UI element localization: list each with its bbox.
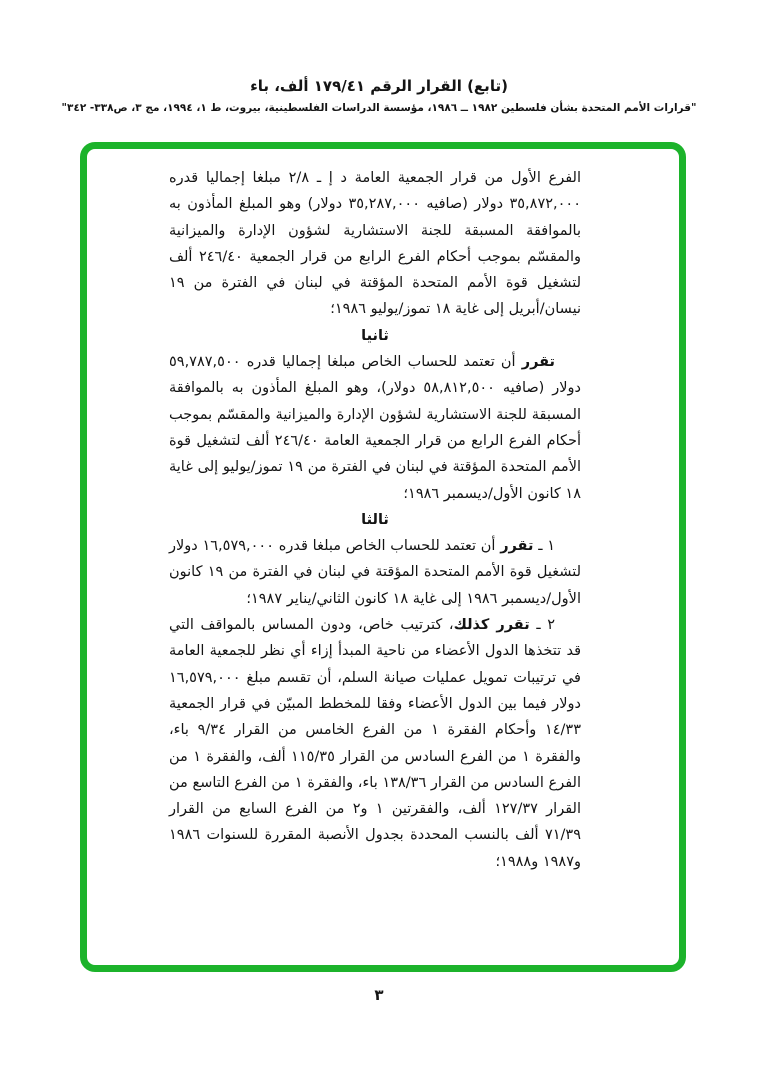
item-number: ١ ـ (533, 538, 555, 555)
item-number: ٢ ـ (529, 617, 555, 634)
operative-word: تقرر (500, 538, 534, 555)
resolution-body (87, 149, 679, 965)
section-heading: ثالثا (361, 511, 389, 528)
operative-word: تقرر (521, 354, 555, 371)
body-paragraph (169, 349, 581, 507)
resolution-title: (تابع) القرار الرقم ١٧٩/٤١ ألف، باء (250, 77, 508, 95)
paragraph-text: الفرع الأول من قرار الجمعية العامة د إ ـ ٢/٨ مبلغا إجماليا قدره ٣٥,٨٧٢,٠٠٠ دولار (صافيه ٣٥,٢٨٧,٠٠٠ دولار) وهو المبلغ المأذون به بالموافقة المسبقة للجنة الاستشارية لشؤون الإدارة والميزانية والمقسّم بموجب أحكام الفرع الرابع من قرار الجمعية ٢٤٦/٤٠ ألف لتشغيل قوة الأمم المتحدة المؤقتة في لبنان في الفترة من ١٩ نيسان/أبريل إلى غاية ١٨ تموز/يوليو ١٩٨٦؛ (169, 170, 581, 318)
paragraph-text: ، كترتيب خاص، ودون المساس بالمواقف التي قد تتخذها الدول الأعضاء من ناحية المبدأ إزاء أي نظر للجمعية العامة في ترتيبات تمويل عمليات صيانة السلم، أن تقسم مبلغ ١٦,٥٧٩,٠٠٠ دولار فيما بين الدول الأعضاء وفقا للمخطط المبيّن في قرار الجمعية ١٤/٣٣ وأحكام الفقرة ١ من الفرع الخامس من القرار ٩/٣٤ باء، والفقرة ١ من الفرع السادس من القرار ١١٥/٣٥ ألف، والفقرة ١ من الفرع السادس من القرار ١٣٨/٣٦ باء، والفقرة ١ من الفرع التاسع من القرار ١٢٧/٣٧ ألف، والفقرتين ١ و٢ من الفرع السابع من القرار ٧١/٣٩ ألف بالنسب المحددة بجدول الأنصبة المقررة للسنوات ١٩٨٦ و١٩٨٧ و١٩٨٨؛ (169, 617, 581, 870)
section-heading: ثانيا (361, 327, 389, 344)
body-paragraph (169, 612, 581, 875)
content-frame (80, 142, 686, 972)
body-paragraph (169, 165, 581, 323)
source-citation: "قرارات الأمم المتحدة بشأن فلسطين ١٩٨٢ ــ ١٩٨٦، مؤسسة الدراسات الفلسطينية، بيروت، ط ١، ١٩٩٤، مج ٣، ص٣٣٨- ٣٤٢" (61, 102, 697, 114)
paragraph-text: أن تعتمد للحساب الخاص مبلغا قدره ١٦,٥٧٩,٠٠٠ دولار لتشغيل قوة الأمم المتحدة المؤقتة في لبنان في الفترة من ١٩ كانون الأول/ديسمبر ١٩٨٦ إلى غاية ١٨ كانون الثاني/يناير ١٩٨٧؛ (169, 538, 581, 607)
operative-word: تقرر كذلك (453, 617, 530, 634)
body-paragraph (169, 533, 581, 612)
page-number: ٣ (374, 986, 384, 1004)
paragraph-text: أن تعتمد للحساب الخاص مبلغا إجماليا قدره ٥٩,٧٨٧,٥٠٠ دولار (صافيه ٥٨,٨١٢,٥٠٠ دولار)، وهو المبلغ المأذون به بالموافقة المسبقة للجنة الاستشارية لشؤون الإدارة والميزانية والمقسّم بموجب أحكام الفرع الرابع من قرار الجمعية العامة ٢٤٦/٤٠ ألف لتشغيل قوة الأمم المتحدة المؤقتة في لبنان في الفترة من ١٩ تموز/يوليو إلى غاية ١٨ كانون الأول/ديسمبر ١٩٨٦؛ (169, 354, 582, 502)
page-header (0, 0, 758, 114)
